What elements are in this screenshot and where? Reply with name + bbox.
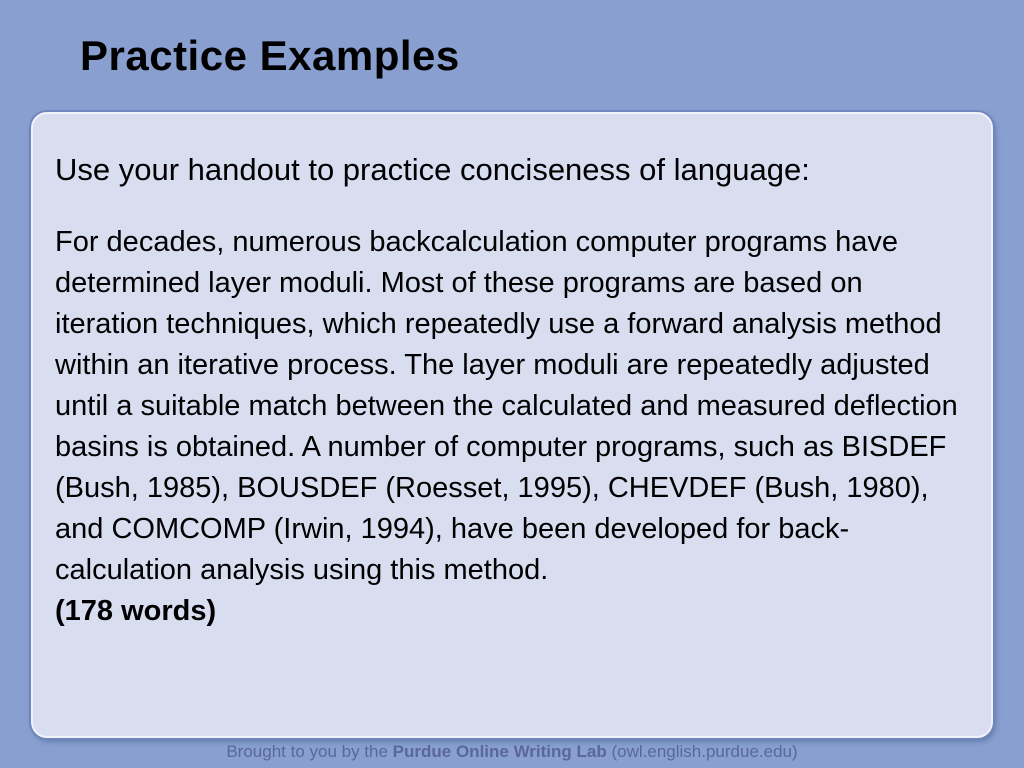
footer-brand: Purdue Online Writing Lab xyxy=(392,742,607,761)
content-panel xyxy=(31,112,993,738)
word-count: (178 words) xyxy=(55,595,217,627)
slide-title: Practice Examples xyxy=(80,32,460,79)
footer-suffix: (owl.english.purdue.edu) xyxy=(606,742,798,761)
intro-text: Use your handout to practice conciseness of language: xyxy=(55,152,810,187)
example-paragraph xyxy=(55,222,971,632)
footer-prefix: Brought to you by the xyxy=(226,742,393,761)
footer-credit xyxy=(0,742,1024,762)
example-paragraph-text: For decades, numerous backcalculation computer programs have determined layer moduli. Most of these programs are based on iteration techniques, which repeatedly use a forward analysis method within an iterative process. The layer moduli are repeatedly adjusted until a suitable match between the calculated and measured deflection basins is obtained. A number of computer programs, such as BISDEF (Bush, 1985), BOUSDEF (Roesset, 1995), CHEVDEF (Bush, 1980), and COMCOMP (Irwin, 1994), have been developed for back-calculation analysis using this method. xyxy=(55,226,958,586)
